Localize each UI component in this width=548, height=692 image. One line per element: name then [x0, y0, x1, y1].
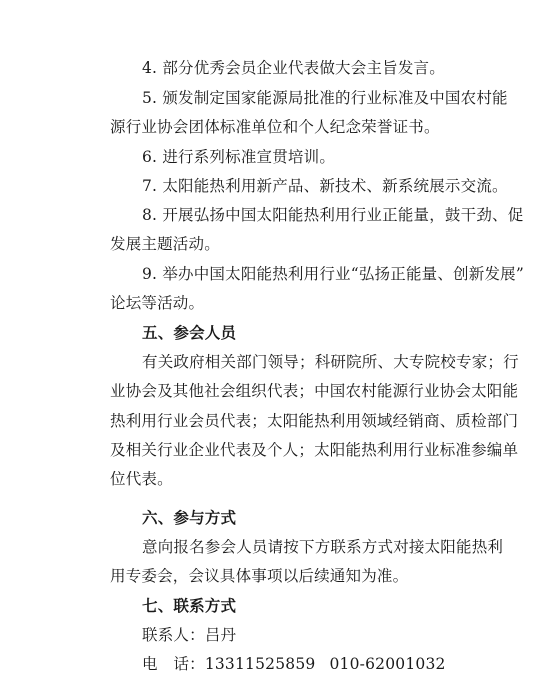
- participation-line-1: 意向报名参会人员请按下方联系方式对接太阳能热利: [142, 538, 504, 556]
- list-item-7: 7. 太阳能热利用新产品、新技术、新系统展示交流。: [142, 177, 508, 195]
- attendees-line-2: 业协会及其他社会组织代表；中国农村能源行业协会太阳能: [110, 382, 519, 400]
- section-heading-attendees: 五、参会人员: [142, 324, 237, 342]
- list-item-9-line-1: 9. 举办中国太阳能热利用行业“弘扬正能量、创新发展”: [142, 265, 524, 283]
- list-item-5-line-2: 源行业协会团体标准单位和个人纪念荣誉证书。: [110, 118, 440, 136]
- attendees-line-3: 热利用行业会员代表；太阳能热利用领域经销商、质检部门: [110, 412, 519, 430]
- contact-phone-office: 010-62001032: [329, 655, 446, 673]
- list-item-8-line-1: 8. 开展弘扬中国太阳能热利用行业正能量，鼓干劲、促: [142, 206, 524, 224]
- section-heading-participation: 六、参与方式: [142, 509, 237, 527]
- list-item-9-line-2: 论坛等活动。: [110, 294, 205, 312]
- contact-phone-row: [142, 654, 522, 674]
- attendees-line-1: 有关政府相关部门领导；科研院所、大专院校专家；行: [142, 353, 519, 371]
- list-item-5-line-1: 5. 颁发制定国家能源局批准的行业标准及中国农村能: [142, 89, 508, 107]
- contact-person-name: 吕丹: [204, 626, 237, 644]
- list-item-6: 6. 进行系列标准宣贯培训。: [142, 148, 336, 166]
- contact-phone-label: 电 话：: [142, 655, 205, 673]
- attendees-line-5: 位代表。: [110, 470, 173, 488]
- attendees-line-4: 及相关行业企业代表及个人；太阳能热利用行业标准参编单: [110, 441, 519, 459]
- list-item-8-line-2: 发展主题活动。: [110, 235, 220, 253]
- list-item-4: 4. 部分优秀会员企业代表做大会主旨发言。: [142, 59, 445, 77]
- contact-person-label: 联系人：: [142, 626, 205, 644]
- participation-line-2: 用专委会，会议具体事项以后续通知为准。: [110, 567, 409, 585]
- section-heading-contact: 七、联系方式: [142, 597, 237, 615]
- contact-phone-mobile: 13311525859: [204, 655, 316, 673]
- contact-person-row: [142, 625, 522, 645]
